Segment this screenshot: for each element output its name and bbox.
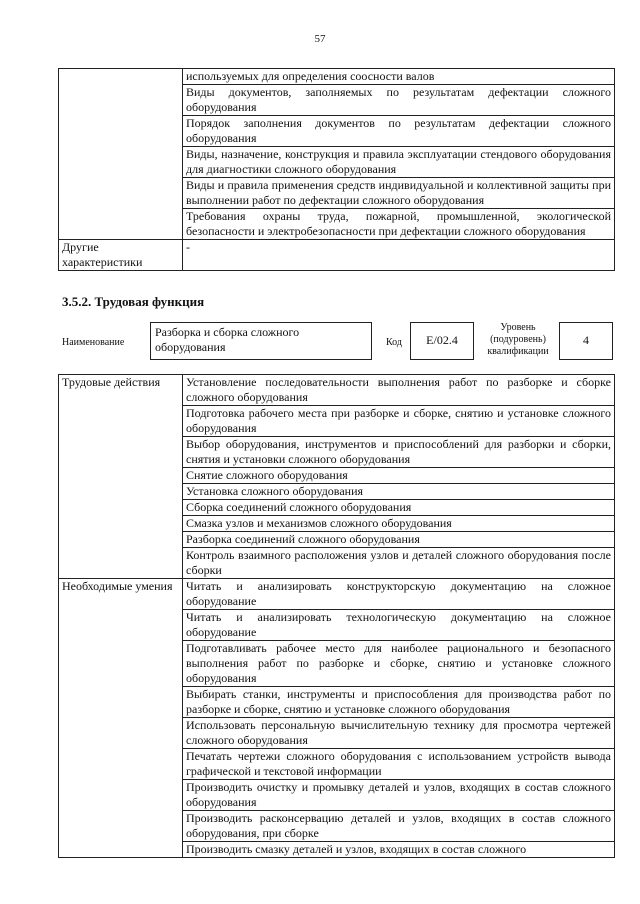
item-cell: Производить смазку деталей и узлов, входящих в состав сложного: [183, 842, 615, 858]
other-characteristics-value: -: [183, 240, 615, 271]
item-cell: Установка сложного оборудования: [183, 484, 615, 500]
row-text-cell: Виды документов, заполняемых по результатам дефектации сложного оборудования: [183, 85, 615, 116]
table-continuation: [58, 68, 615, 271]
name-value-box: [150, 322, 372, 360]
table-row: [59, 579, 615, 610]
item-cell: Читать и анализировать технологическую документацию на сложное оборудование: [183, 610, 615, 641]
item-cell: Контроль взаимного расположения узлов и деталей сложного оборудования после сборки: [183, 548, 615, 579]
item-cell: Подготавливать рабочее место для наиболее рационального и безопасного выполнения работ по разборке и сборке, снятию и установке сложного оборудования: [183, 641, 615, 687]
item-cell: Разборка соединений сложного оборудования: [183, 532, 615, 548]
level-value: 4: [583, 333, 589, 347]
row-text-cell: используемых для определения соосности валов: [183, 69, 615, 85]
code-label: Код: [386, 337, 402, 348]
item-cell: Сборка соединений сложного оборудования: [183, 500, 615, 516]
row-text-cell: Виды, назначение, конструкция и правила эксплуатации стендового оборудования для диагностики сложного оборудования: [183, 147, 615, 178]
item-cell: Производить расконсервацию деталей и узлов, входящих в состав сложного оборудования, при сборке: [183, 811, 615, 842]
item-cell: Выбор оборудования, инструментов и приспособлений для разборки и сборки, снятия и установки сложного оборудования: [183, 437, 615, 468]
row-text-cell: Требования охраны труда, пожарной, промышленной, экологической безопасности и электробезопасности при дефектации сложного оборудования: [183, 209, 615, 240]
name-value: Разборка и сборка сложного оборудования: [155, 325, 300, 354]
group-label-cell: Трудовые действия: [59, 375, 183, 579]
item-cell: Установление последовательности выполнения работ по разборке и сборке сложного оборудования: [183, 375, 615, 406]
level-value-box: [559, 322, 613, 360]
item-cell: Печатать чертежи сложного оборудования с использованием устройств вывода графической и текстовой информации: [183, 749, 615, 780]
code-value: E/02.4: [426, 333, 458, 347]
table-row: [59, 375, 615, 406]
item-cell: Выбирать станки, инструменты и приспособления для производства работ по разборке и сборке, снятию и установке сложного оборудования: [183, 687, 615, 718]
table-row: [59, 69, 615, 85]
section-title: 3.5.2. Трудовая функция: [62, 294, 205, 309]
item-cell: Смазка узлов и механизмов сложного оборудования: [183, 516, 615, 532]
item-cell: Снятие сложного оборудования: [183, 468, 615, 484]
name-label: Наименование: [62, 337, 125, 348]
item-cell: Подготовка рабочего места при разборке и сборке, снятию и установке сложного оборудования: [183, 406, 615, 437]
row-text-cell: Порядок заполнения документов по результатам дефектации сложного оборудования: [183, 116, 615, 147]
group-label-cell: Необходимые умения: [59, 579, 183, 858]
item-cell: Производить очистку и промывку деталей и узлов, входящих в состав сложного оборудования: [183, 780, 615, 811]
other-characteristics-label: Другие характеристики: [59, 240, 183, 271]
table-labor-function: [58, 374, 615, 858]
level-label: Уровень (подуровень) квалификации: [487, 322, 549, 357]
item-cell: Читать и анализировать конструкторскую документацию на сложное оборудование: [183, 579, 615, 610]
code-value-box: [410, 322, 474, 360]
item-cell: Использовать персональную вычислительную технику для просмотра чертежей сложного оборудования: [183, 718, 615, 749]
page-number: 57: [314, 33, 326, 45]
row-label-cell: [59, 69, 183, 240]
table-row: [59, 240, 615, 271]
row-text-cell: Виды и правила применения средств индивидуальной и коллективной защиты при выполнении работ по дефектации сложного оборудования: [183, 178, 615, 209]
